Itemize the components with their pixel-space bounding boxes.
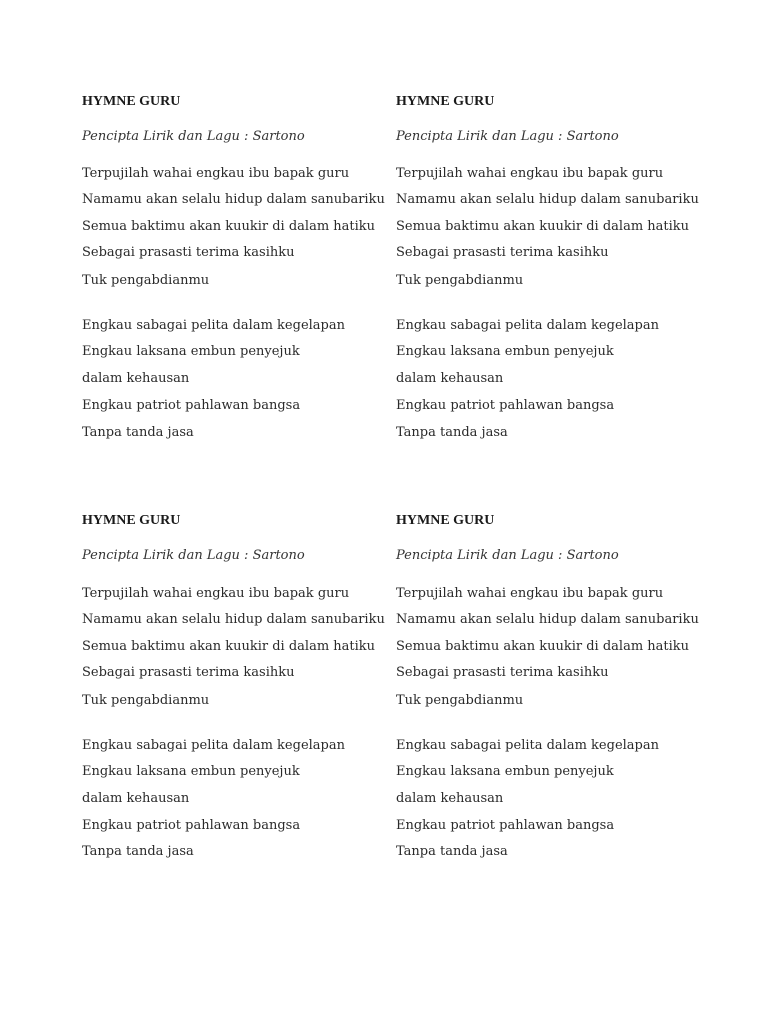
song-credit: Pencipta Lirik dan Lagu : Sartono [396,548,619,563]
lyric-line: Semua baktimu akan kuukir di dalam hatiku [396,219,690,234]
lyric-line: Engkau patriot pahlawan bangsa [396,398,615,413]
lyric-line: dalam kehausan [396,791,504,806]
lyric-line: Semua baktimu akan kuukir di dalam hatiku [82,219,376,234]
lyric-line: Tuk pengabdianmu [82,273,210,288]
lyric-line: Tuk pengabdianmu [396,693,524,708]
song-credit: Pencipta Lirik dan Lagu : Sartono [396,129,619,144]
lyric-line: Semua baktimu akan kuukir di dalam hatiku [82,639,376,654]
lyric-line: Tanpa tanda jasa [396,425,508,440]
lyric-line: Engkau sabagai pelita dalam kegelapan [396,318,659,333]
lyric-line: Namamu akan selalu hidup dalam sanubariku [396,612,699,627]
lyric-line: dalam kehausan [396,371,504,386]
lyric-line: Tanpa tanda jasa [396,844,508,859]
lyric-line: Tanpa tanda jasa [82,425,194,440]
lyric-line: Terpujilah wahai engkau ibu bapak guru [396,586,664,601]
lyric-line: Engkau sabagai pelita dalam kegelapan [82,738,345,753]
lyric-line: Tuk pengabdianmu [396,273,524,288]
song-title: HYMNE GURU [396,94,495,109]
lyric-line: Namamu akan selalu hidup dalam sanubariku [396,192,699,207]
lyric-line: Engkau laksana embun penyejuk [396,344,614,359]
lyric-line: dalam kehausan [82,791,190,806]
song-credit: Pencipta Lirik dan Lagu : Sartono [82,129,305,144]
song-title: HYMNE GURU [82,94,181,109]
lyric-line: Semua baktimu akan kuukir di dalam hatiku [396,639,690,654]
lyric-line: Engkau laksana embun penyejuk [396,764,614,779]
lyric-line: Namamu akan selalu hidup dalam sanubariku [82,192,385,207]
lyric-line: Terpujilah wahai engkau ibu bapak guru [396,166,664,181]
lyric-line: Namamu akan selalu hidup dalam sanubariku [82,612,385,627]
lyric-line: Terpujilah wahai engkau ibu bapak guru [82,166,350,181]
lyric-line: Engkau patriot pahlawan bangsa [82,818,301,833]
lyric-line: Sebagai prasasti terima kasihku [396,665,609,680]
lyric-line: Engkau sabagai pelita dalam kegelapan [396,738,659,753]
lyric-line: Terpujilah wahai engkau ibu bapak guru [82,586,350,601]
lyric-line: Engkau patriot pahlawan bangsa [82,398,301,413]
lyric-line: dalam kehausan [82,371,190,386]
lyric-line: Engkau laksana embun penyejuk [82,764,300,779]
lyric-line: Tanpa tanda jasa [82,844,194,859]
lyric-line: Sebagai prasasti terima kasihku [82,665,295,680]
lyric-line: Sebagai prasasti terima kasihku [82,245,295,260]
song-title: HYMNE GURU [82,513,181,528]
song-title: HYMNE GURU [396,513,495,528]
lyric-line: Engkau sabagai pelita dalam kegelapan [82,318,345,333]
lyric-line: Sebagai prasasti terima kasihku [396,245,609,260]
lyric-line: Engkau laksana embun penyejuk [82,344,300,359]
lyric-line: Tuk pengabdianmu [82,693,210,708]
lyric-line: Engkau patriot pahlawan bangsa [396,818,615,833]
song-credit: Pencipta Lirik dan Lagu : Sartono [82,548,305,563]
